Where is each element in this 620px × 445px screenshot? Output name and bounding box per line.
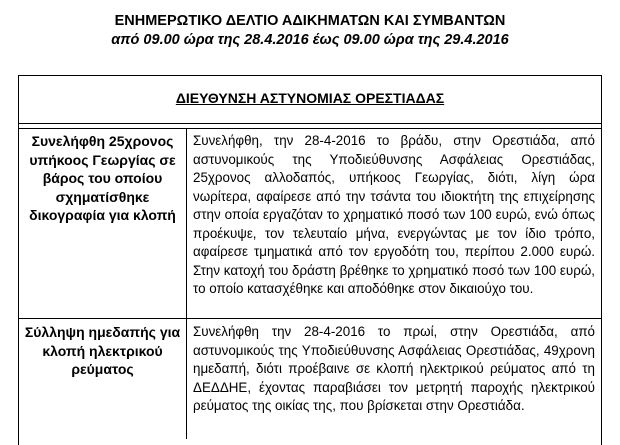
incident-heading: Συνελήφθη 25χρονος υπήκοος Γεωργίας σε βάρος του οποίου σχηματίσθηκε δικογραφία για κλοπή bbox=[19, 129, 187, 318]
section-heading-row bbox=[19, 76, 601, 124]
bulletin-header bbox=[0, 12, 620, 50]
bulletin-title: ΕΝΗΜΕΡΩΤΙΚΟ ΔΕΛΤΙΟ ΑΔΙΚΗΜΑΤΩΝ ΚΑΙ ΣΥΜΒΑΝΤΩΝ bbox=[114, 13, 506, 29]
table-row bbox=[19, 319, 601, 439]
incident-body: Συνελήφθη, την 28-4-2016 το βράδυ, στην Ορεστιάδα, από αστυνομικούς της Υποδιεύθυνσης Ασφάλειας Ορεστιάδας, 25χρονος αλλοδαπός, υπήκοος Γεωργίας, διότι, λίγη ώρα νωρίτερα, αφαίρεσε από την τσάντα του ιδιοκτήτη της επιχείρησης στην οποία εργαζόταν το χρηματικό ποσό των 100 ευρώ, ενώ όπως προέκυψε, τον τελευταίο μήνα, ενεργώντας με τον ίδιο τρόπο, αφαίρεσε τμηματικά από τον εργοδότη του, περίπου 2.000 ευρώ. Στην κατοχή του δράστη βρέθηκε το χρηματικό ποσό των 100 ευρώ, το οποίο κατασχέθηκε και αποδόθηκε στον δικαιούχο του. bbox=[193, 133, 595, 296]
incident-body: Συνελήφθη την 28-4-2016 το πρωί, στην Ορεστιάδα, από αστυνομικούς της Υποδιεύθυνσης Ασφάλειας Ορεστιάδας, 49χρονη ημεδαπή, διότι προέβαινε σε κλοπή ηλεκτρικού ρεύματος από τη ΔΕΔΔΗΕ, έχοντας παραβιάσει τον μετρητή παροχής ηλεκτρικού ρεύματος της οικίας της, που βρίσκεται στην Ορεστιάδα. bbox=[193, 324, 595, 413]
incident-table bbox=[18, 75, 602, 445]
section-title: ΔΙΕΥΘΥΝΣΗ ΑΣΤΥΝΟΜΙΑΣ ΟΡΕΣΤΙΑΔΑΣ bbox=[175, 90, 445, 106]
incident-heading: Σύλληψη ημεδαπής για κλοπή ηλεκτρικού ρεύματος bbox=[19, 319, 187, 439]
bulletin-period: από 09.00 ώρα της 28.4.2016 έως 09.00 ώρα της 29.4.2016 bbox=[111, 32, 509, 48]
table-row bbox=[19, 129, 601, 319]
